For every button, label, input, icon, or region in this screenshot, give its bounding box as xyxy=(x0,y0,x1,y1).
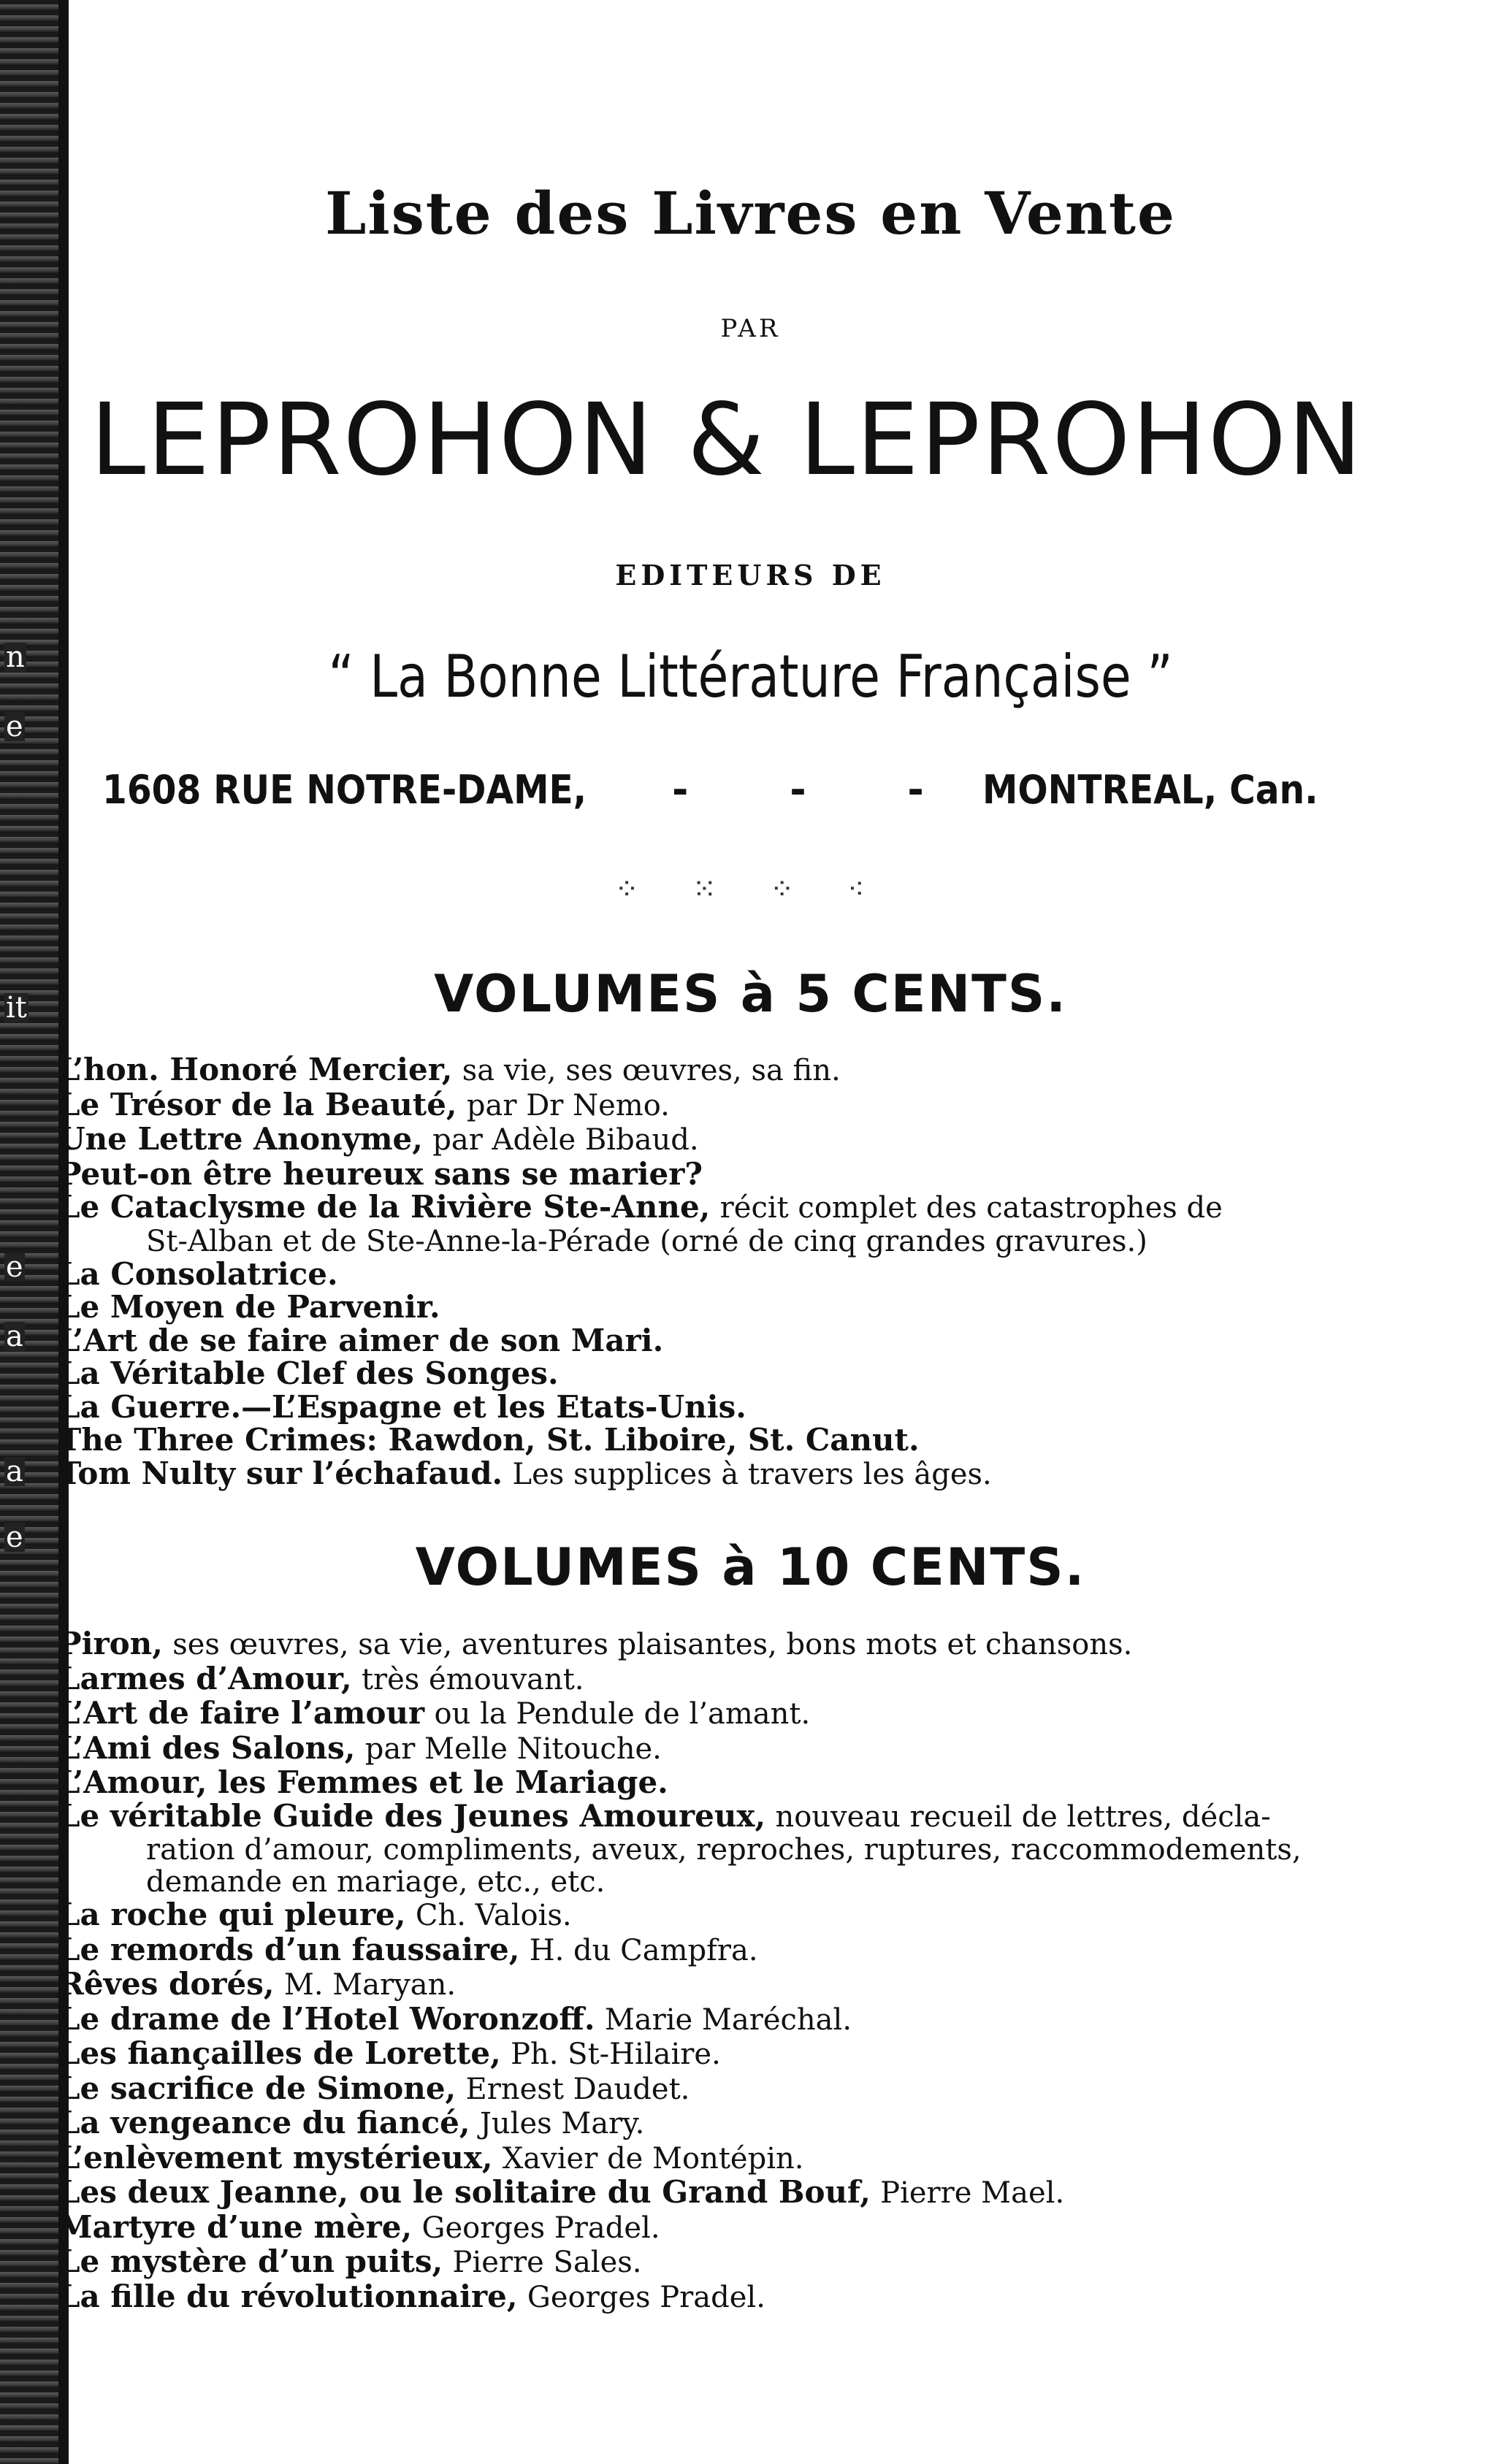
book-detail: très émouvant. xyxy=(361,1662,584,1696)
book-title: Les deux Jeanne, ou le solitaire du Grand Bouf, xyxy=(58,2174,871,2210)
list-item xyxy=(58,1390,1432,1424)
book-detail: Pierre Mael. xyxy=(880,2176,1065,2210)
page-title: Liste des Livres en Vente xyxy=(325,179,1176,248)
list-item xyxy=(58,1898,1432,1933)
section-heading-10-cents: VOLUMES à 10 CENTS. xyxy=(415,1537,1086,1597)
book-detail: Marie Maréchal. xyxy=(604,2002,852,2037)
book-title: La Guerre.—L’Espagne et les Etats-Unis. xyxy=(58,1388,746,1425)
book-title: Le Cataclysme de la Rivière Ste-Anne, xyxy=(58,1189,711,1225)
list-item xyxy=(58,1662,1432,1697)
book-detail: ou la Pendule de l’amant. xyxy=(434,1697,811,1731)
list-item xyxy=(58,2245,1432,2280)
list-item xyxy=(58,2176,1432,2211)
list-item xyxy=(58,1255,1432,1292)
book-title: L’Art de se faire aimer de son Mari. xyxy=(58,1322,664,1358)
list-item xyxy=(58,2106,1432,2141)
margin-fragment: a xyxy=(6,1320,23,1353)
book-title: L’Amour, les Femmes et le Mariage. xyxy=(58,1764,668,1800)
book-title: La fille du révolutionnaire, xyxy=(58,2278,518,2314)
by-label: PAR xyxy=(720,314,781,343)
book-title: Peut-on être heureux sans se marier? xyxy=(58,1155,703,1192)
margin-fragment: a xyxy=(6,1455,23,1488)
list-item xyxy=(58,1729,1432,1767)
book-title: Piron, xyxy=(58,1626,163,1661)
book-title: Le remords d’un faussaire, xyxy=(58,1931,520,1967)
book-detail: Georges Pradel. xyxy=(527,2280,765,2314)
list-item xyxy=(58,1088,1432,1123)
book-detail: par Adèle Bibaud. xyxy=(432,1123,699,1157)
book-title: Les fiançailles de Lorette, xyxy=(58,2035,501,2071)
list-item xyxy=(58,1696,1432,1732)
address-dashes: - - - xyxy=(672,767,968,813)
book-detail-continued: ration d’amour, compliments, aveux, reproches, ruptures, raccommodements, demande en mariage, etc., etc. xyxy=(146,1833,1302,1899)
book-title: Le véritable Guide des Jeunes Amoureux, xyxy=(58,1797,766,1834)
list-item xyxy=(58,1457,1432,1492)
list-item xyxy=(58,1053,1432,1088)
book-title: La Véritable Clef des Songes. xyxy=(58,1355,559,1391)
book-title: La vengeance du fiancé, xyxy=(58,2105,470,2140)
list-item xyxy=(58,1423,1432,1457)
margin-fragment: e xyxy=(6,1520,23,1554)
book-detail: par Dr Nemo. xyxy=(466,1088,670,1122)
book-detail-continued: St-Alban et de Ste-Anne-la-Pérade (orné de cinq grandes gravures.) xyxy=(146,1224,1147,1258)
list-item xyxy=(58,1190,1432,1258)
list-item xyxy=(58,1799,1432,1899)
book-list-5-cents xyxy=(58,1053,1432,1491)
list-item xyxy=(58,1122,1432,1158)
book-title: Martyre d’une mère, xyxy=(58,2208,413,2245)
book-detail: Xavier de Montépin. xyxy=(502,2141,804,2176)
margin-fragment: n xyxy=(6,640,25,674)
book-title: Larmes d’Amour, xyxy=(58,1660,352,1696)
book-detail: H. du Campfra. xyxy=(529,1933,758,1967)
book-title: Le Moyen de Parvenir. xyxy=(58,1289,440,1325)
list-item xyxy=(58,2037,1432,2072)
book-title: La Consolatrice. xyxy=(58,1255,338,1292)
list-item xyxy=(58,1766,1432,1799)
book-title: Le mystère d’un puits, xyxy=(58,2243,443,2279)
book-detail: Jules Mary. xyxy=(479,2107,645,2140)
list-item xyxy=(58,1324,1432,1358)
book-detail: Ernest Daudet. xyxy=(465,2072,690,2106)
book-detail: par Melle Nitouche. xyxy=(364,1732,662,1766)
margin-fragment: e xyxy=(6,1250,23,1284)
book-title: Le Trésor de la Beauté, xyxy=(58,1086,457,1122)
book-title: The Three Crimes: Rawdon, St. Liboire, St. Canut. xyxy=(58,1422,920,1458)
address-street: 1608 RUE NOTRE-DAME, xyxy=(102,767,587,813)
list-item xyxy=(58,1357,1432,1390)
book-detail: nouveau recueil de lettres, décla- xyxy=(775,1799,1271,1834)
editors-label: EDITEURS DE xyxy=(615,559,886,592)
address-city: MONTREAL, Can. xyxy=(982,767,1318,813)
book-title: Tom Nulty sur l’échafaud. xyxy=(58,1455,503,1491)
book-list-10-cents xyxy=(58,1627,1432,2314)
book-title: L’enlèvement mystérieux, xyxy=(58,2139,493,2176)
binding-gutter xyxy=(0,0,58,2464)
book-title: L’Art de faire l’amour xyxy=(58,1695,425,1731)
book-detail: sa vie, ses œuvres, sa fin. xyxy=(462,1054,841,1087)
book-detail: M. Maryan. xyxy=(283,1968,457,2002)
collection-name: “ La Bonne Littérature Française ” xyxy=(328,643,1173,711)
book-detail: Les supplices à travers les âges. xyxy=(512,1457,992,1491)
book-detail: récit complet des catastrophes de xyxy=(719,1191,1223,1225)
book-title: L’hon. Honoré Mercier, xyxy=(58,1052,453,1087)
book-detail: ses œuvres, sa vie, aventures plaisantes, bons mots et chansons. xyxy=(172,1628,1133,1661)
book-title: L’Ami des Salons, xyxy=(58,1729,356,1766)
book-title: La roche qui pleure, xyxy=(58,1897,406,1932)
list-item xyxy=(58,1933,1432,1968)
list-item xyxy=(58,1155,1432,1192)
book-title: Le sacrifice de Simone, xyxy=(58,2070,457,2106)
book-detail: Pierre Sales. xyxy=(452,2246,642,2279)
margin-fragment: e xyxy=(6,710,23,743)
list-item xyxy=(58,2208,1432,2246)
book-detail: Ch. Valois. xyxy=(415,1899,572,1932)
ornament-divider: ⁘ ⁙ ⁘ ⁖ xyxy=(614,873,887,906)
section-heading-5-cents: VOLUMES à 5 CENTS. xyxy=(434,964,1067,1024)
list-item xyxy=(58,1627,1432,1662)
book-title: Le drame de l’Hotel Woronzoff. xyxy=(58,2000,595,2037)
book-detail: Ph. St-Hilaire. xyxy=(511,2038,721,2071)
book-title: Une Lettre Anonyme, xyxy=(58,1121,423,1157)
book-detail: Georges Pradel. xyxy=(421,2211,660,2245)
margin-fragment: it xyxy=(6,991,27,1025)
list-item xyxy=(58,2072,1432,2107)
list-item xyxy=(58,2280,1432,2315)
list-item xyxy=(58,1290,1432,1324)
book-title: Rêves dorés, xyxy=(58,1966,275,2002)
publisher-name: LEPROHON & LEPROHON xyxy=(90,383,1364,498)
list-item xyxy=(58,2141,1432,2176)
list-item xyxy=(58,1967,1432,2002)
list-item xyxy=(58,2002,1432,2038)
